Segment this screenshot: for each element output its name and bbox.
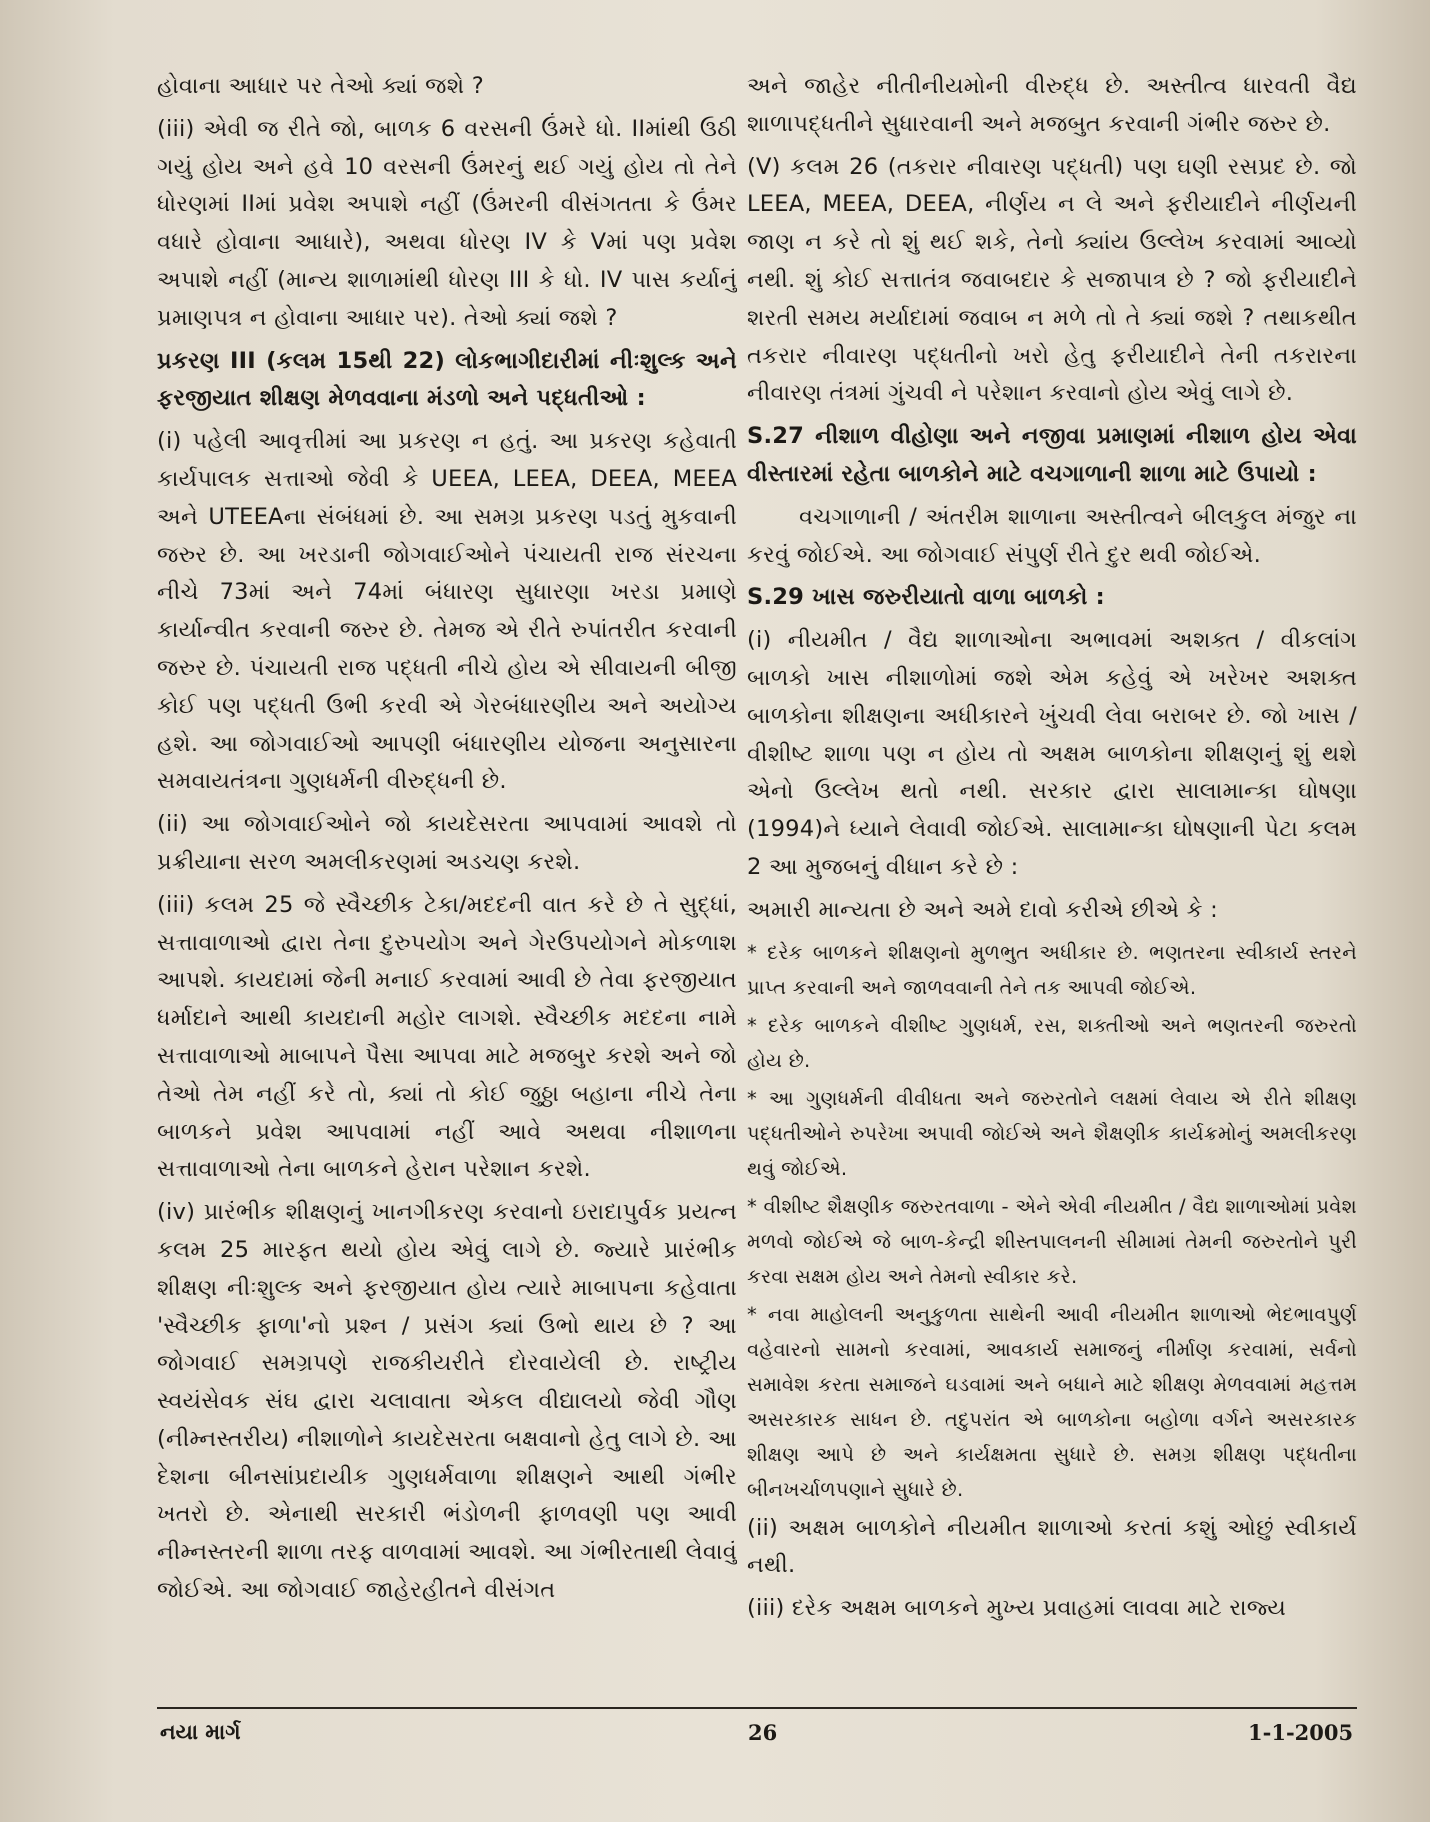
paragraph: હોવાના આધાર પર તેઓ ક્યાં જશે ? <box>157 73 484 99</box>
bullet-item: * આ ગુણધર્મની વીવીધતા અને જરુરતોને લક્ષમાં લેવાય એ રીતે શીક્ષણ પદ્ધતીઓને રુપરેખા અપાવી જોઈએ અને શૈક્ષણીક કાર્યક્રમોનું અમલીકરણ થવું જોઈએ. <box>747 1086 1357 1180</box>
paragraph: (ii) અક્ષમ બાળકોને નીયમીત શાળાઓ કરતાં કશું ઓછું સ્વીકાર્ય નથી. <box>747 1514 1357 1579</box>
section-heading: S.27 નીશાળ વીહોણા અને નજીવા પ્રમાણમાં નીશાળ હોય એવા વીસ્તારમાં રહેતા બાળકોને માટે વચગાળાની શાળા માટે ઉપાયો : <box>747 423 1357 487</box>
right-column <box>747 68 1357 1708</box>
footer-divider <box>157 1707 1357 1709</box>
paragraph: અને જાહેર નીતીનીયમોની વીરુદ્ધ છે. અસ્તીત્વ ધારવતી વૈદ્ય શાળાપદ્ધતીને સુધારવાની અને મજબુત કરવાની ગંભીર જરુર છે. <box>747 73 1357 137</box>
bullet-item: * વીશીષ્ટ શૈક્ષણીક જરુરતવાળા - એને એવી નીયમીત / વૈદ્ય શાળાઓમાં પ્રવેશ મળવો જોઈએ જે બાળ-કેન્દ્રી શીસ્તપાલનની સીમામાં તેમની જરુરતોને પુરી કરવા સક્ષમ હોય અને તેમનો સ્વીકાર કરે. <box>747 1194 1357 1288</box>
bullet-item: * નવા માહોલની અનુકુળતા સાથેની આવી નીયમીત શાળાઓ ભેદભાવપુર્ણ વહેવારનો સામનો કરવામાં, આવકાર્ય સમાજનું નીર્માણ કરવામાં, સર્વનો સમાવેશ કરતા સમાજને ઘડવામાં અને બધાને માટે શીક્ષણ મેળવવામાં મહત્તમ અસરકારક સાધન છે. તદુપરાંત એ બાળકોના બહોળા વર્ગને અસરકારક શીક્ષણ આપે છે અને કાર્યક્ષમતા સુધારે છે. સમગ્ર શીક્ષણ પદ્ધતીના બીનખર્ચાળપણાને સુધારે છે. <box>747 1302 1357 1501</box>
paragraph: (iii) એવી જ રીતે જો, બાળક 6 વરસની ઉંમરે ધો. IIમાંથી ઉઠી ગયું હોય અને હવે 10 વરસની ઉંમરનું થઈ ગયું હોય તો તેને ધોરણમાં IIમાં પ્રવેશ અપાશે નહીં (ઉંમરની વીસંગતતા કે ઉંમર વધારે હોવાના આધારે), અથવા ધોરણ IV કે Vમાં પણ પ્રવેશ અપાશે નહીં (માન્ય શાળામાંથી ધોરણ III કે ધો. IV પાસ કર્યાનું પ્રમાણપત્ર ન હોવાના આધાર પર). તેઓ ક્યાં જશે ? <box>157 115 737 331</box>
bullet-item: * દરેક બાળકને શીક્ષણનો મુળભુત અધીકાર છે. ભણતરના સ્વીકાર્ય સ્તરને પ્રાપ્ત કરવાની અને જાળવવાની તેને તક આપવી જોઈએ. <box>747 940 1357 999</box>
issue-date: 1-1-2005 <box>1248 1720 1354 1745</box>
paragraph: (iv) પ્રારંભીક શીક્ષણનું ખાનગીકરણ કરવાનો ઇરાદાપુર્વક પ્રયત્ન કલમ 25 મારફત થયો હોય એવું લાગે છે. જ્યારે પ્રારંભીક શીક્ષણ નીઃશુલ્ક અને ફરજીયાત હોય ત્યારે માબાપના કહેવાતા 'સ્વૈચ્છીક ફાળા'નો પ્રશ્ન / પ્રસંગ ક્યાં ઉભો થાય છે ? આ જોગવાઈ સમગ્રપણે રાજકીયરીતે દોરવાયેલી છે. રાષ્ટ્રીય સ્વયંસેવક સંઘ દ્વારા ચલાવાતા એકલ વીદ્યાલયો જેવી ગૌણ (નીમ્નસ્તરીય) નીશાળોને કાયદેસરતા બક્ષવાનો હેતુ લાગે છે. આ દેશના બીનસાંપ્રદાયીક ગુણધર્મવાળા શીક્ષણને આથી ગંભીર ખતરો છે. એનાથી સરકારી ભંડોળની ફાળવણી પણ આવી નીમ્નસ્તરની શાળા તરફ વાળવામાં આવશે. આ ગંભીરતાથી લેવાવું જોઈએ. આ જોગવાઈ જાહેરહીતને વીસંગત <box>157 1199 737 1604</box>
paragraph: (i) પહેલી આવૃત્તીમાં આ પ્રકરણ ન હતું. આ પ્રકરણ કહેવાતી કાર્યપાલક સત્તાઓ જેવી કે UEEA, LEEA, DEEA, MEEA અને UTEEAના સંબંધમાં છે. આ સમગ્ર પ્રકરણ પડતું મુકવાની જરુર છે. આ ખરડાની જોગવાઈઓને પંચાયતી રાજ સંરચના નીચે 73માં અને 74માં બંધારણ સુધારણા ખરડા પ્રમાણે કાર્યાન્વીત કરવાની જરુર છે. તેમજ એ રીતે રુપાંતરીત કરવાની જરુર છે. પંચાયતી રાજ પદ્ધતી નીચે હોય એ સીવાયની બીજી કોઈ પણ પદ્ધતી ઉભી કરવી એ ગેરબંધારણીય અને અયોગ્ય હશે. આ જોગવાઈઓ આપણી બંધારણીય યોજના અનુસારના સમવાયતંત્રના ગુણધર્મની વીરુદ્ધની છે. <box>157 428 737 795</box>
paragraph: (V) કલમ 26 (તકરાર નીવારણ પદ્ધતી) પણ ઘણી રસપ્રદ છે. જો LEEA, MEEA, DEEA, નીર્ણય ન લે અને ફરીયાદીને નીર્ણયની જાણ ન કરે તો શું થઈ શકે, તેનો ક્યાંય ઉલ્લેખ કરવામાં આવ્યો નથી. શું કોઈ સત્તાતંત્ર જવાબદાર કે સજાપાત્ર છે ? જો ફરીયાદીને શરતી સમય મર્યાદામાં જવાબ ન મળે તો તે ક્યાં જશે ? તથાકથીત તકરાર નીવારણ પદ્ધતીનો ખરો હેતુ ફરીયાદીને તેની તકરારના નીવારણ તંત્રમાં ગુંચવી ને પરેશાન કરવાનો હોય એવું લાગે છે. <box>747 153 1357 407</box>
bullet-item: * દરેક બાળકને વીશીષ્ટ ગુણધર્મ, રસ, શક્તીઓ અને ભણતરની જરુરતો હોય છે. <box>747 1013 1357 1072</box>
paragraph: (iii) દરેક અક્ષમ બાળકને મુખ્ય પ્રવાહમાં લાવવા માટે રાજ્ય <box>747 1595 1287 1622</box>
paragraph: વચગાળાની / અંતરીમ શાળાના અસ્તીત્વને બીલકુલ મંજુર ના કરવું જોઈએ. આ જોગવાઈ સંપુર્ણ રીતે દુર થવી જોઈએ. <box>747 503 1357 568</box>
left-column <box>157 68 737 1708</box>
paragraph: (ii) આ જોગવાઈઓને જો કાયદેસરતા આપવામાં આવશે તો પ્રક્રીયાના સરળ અમલીકરણમાં અડચણ કરશે. <box>157 811 737 875</box>
section-heading: S.29 ખાસ જરુરીયાતો વાળા બાળકો : <box>747 584 1105 611</box>
page-number: 26 <box>748 1720 778 1745</box>
magazine-name: નયા માર્ગ <box>160 1720 241 1744</box>
paragraph: અમારી માન્યતા છે અને અમે દાવો કરીએ છીએ કે : <box>747 896 1218 923</box>
paragraph: (i) નીયમીત / વૈદ્ય શાળાઓના અભાવમાં અશક્ત / વીકલાંગ બાળકો ખાસ નીશાળોમાં જશે એમ કહેવું એ ખરેખર અશક્ત બાળકોના શીક્ષણના અધીકારને ખુંચવી લેવા બરાબર છે. જો ખાસ / વીશીષ્ટ શાળા પણ ન હોય તો અક્ષમ બાળકોના શીક્ષણનું શું થશે એનો ઉલ્લેખ થતો નથી. સરકાર દ્વારા સાલામાન્કા ઘોષણા (1994)ને ધ્યાને લેવાવી જોઈએ. સાલામાન્કા ઘોષણાની પેટા કલમ 2 આ મુજબનું વીધાન કરે છે : <box>747 627 1357 880</box>
section-heading: પ્રકરણ III (કલમ 15થી 22) લોકભાગીદારીમાં નીઃશુલ્ક અને ફરજીયાત શીક્ષણ મેળવવાના મંડળો અને પદ્ધતીઓ : <box>157 347 737 412</box>
paragraph: (iii) કલમ 25 જે સ્વૈચ્છીક ટેકા/મદદની વાત કરે છે તે સુદ્ધાં, સત્તાવાળાઓ દ્વારા તેના દુરુપયોગ અને ગેરઉપયોગને મોકળાશ આપશે. કાયદામાં જેની મનાઈ કરવામાં આવી છે તેવા ફરજીયાત ધર્માદાને આથી કાયદાની મહોર લાગશે. સ્વૈચ્છીક મદદના નામે સત્તાવાળાઓ માબાપને પૈસા આપવા માટે મજબુર કરશે અને જો તેઓ તેમ નહીં કરે તો, ક્યાં તો કોઈ જુઠ્ઠા બહાના નીચે તેના બાળકને પ્રવેશ આપવામાં નહીં આવે અથવા નીશાળના સત્તાવાળાઓ તેના બાળકને હેરાન પરેશાન કરશે. <box>157 891 737 1183</box>
